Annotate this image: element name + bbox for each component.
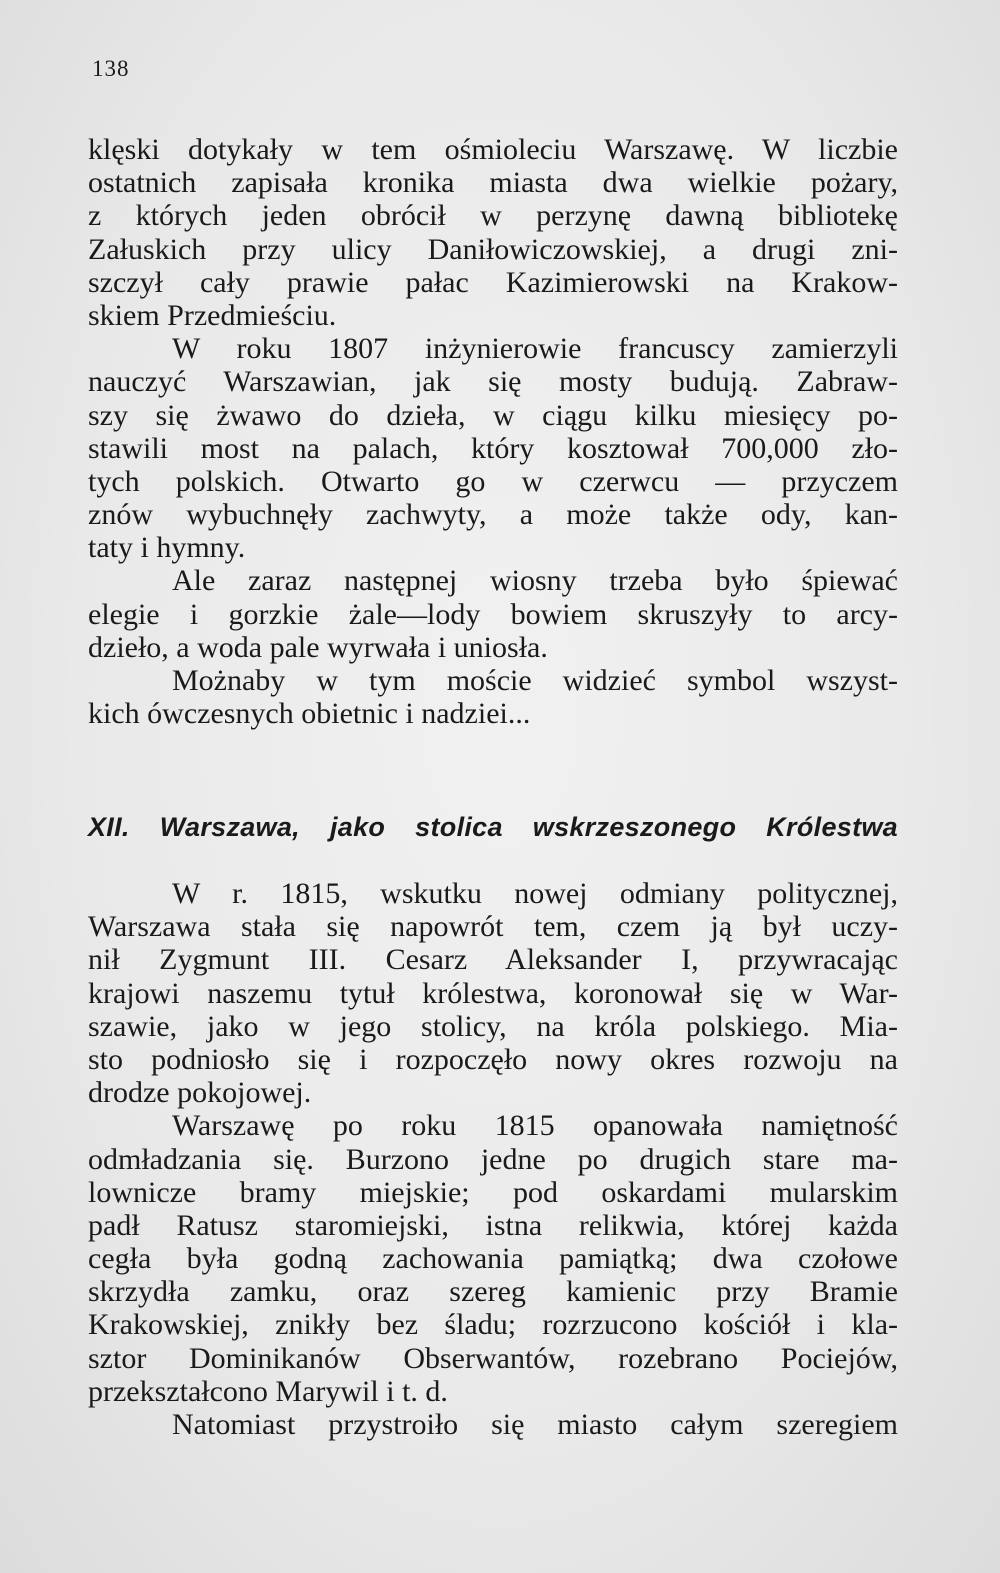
text-section-bottom	[88, 877, 898, 1441]
text-section-top	[88, 133, 898, 730]
text-line: krajowi naszemu tytuł królestwa, koronował się w War-	[88, 976, 898, 1010]
text-line: Załuskich przy ulicy Daniłowiczowskiej, a drugi zni-	[88, 232, 898, 266]
text-line: kich ówczesnych obietnic i nadziei...	[88, 697, 531, 731]
text-line: odmładzania się. Burzono jedne po drugich stare ma-	[88, 1142, 898, 1176]
text-line: padł Ratusz staromiejski, istna relikwia, której każda	[88, 1208, 898, 1242]
text-line: Krakowskiej, znikły bez śladu; rozrzucono kościół i kla-	[88, 1308, 898, 1342]
text-line: sto podniosło się i rozpoczęło nowy okres rozwoju na	[88, 1042, 898, 1076]
text-line: Ale zaraz następnej wiosny trzeba było śpiewać	[172, 564, 898, 598]
chapter-heading: XII. Warszawa, jako stolica wskrzeszonego Królestwa	[88, 812, 898, 842]
text-line: stawili most na palach, który kosztował 700,000 zło-	[88, 431, 898, 465]
text-line: drodze pokojowej.	[88, 1076, 312, 1110]
text-line: nauczyć Warszawian, jak się mosty budują. Zabraw-	[88, 365, 898, 399]
text-line: szy się żwawo do dzieła, w ciągu kilku miesięcy po-	[88, 398, 898, 432]
text-line: klęski dotykały w tem ośmioleciu Warszawę. W liczbie	[88, 133, 898, 166]
text-line: skrzydła zamku, oraz szereg kamienic przy Bramie	[88, 1275, 898, 1309]
text-line: tych polskich. Otwarto go w czerwcu — przyczem	[88, 464, 898, 498]
page-number: 138	[92, 56, 130, 81]
text-line: Natomiast przystroiło się miasto całym szeregiem	[172, 1408, 898, 1441]
text-line: szawie, jako w jego stolicy, na króla polskiego. Mia-	[88, 1009, 898, 1043]
text-line: przekształcono Marywil i t. d.	[88, 1374, 448, 1408]
text-line: sztor Dominikanów Obserwantów, rozebrano Pociejów,	[88, 1341, 898, 1375]
text-line: lownicze bramy miejskie; pod oskardami mularskim	[88, 1175, 898, 1209]
text-line: Warszawę po roku 1815 opanowała namiętność	[172, 1109, 898, 1143]
text-line: z których jeden obrócił w perzynę dawną bibliotekę	[88, 199, 898, 233]
text-line: elegie i gorzkie żale—lody bowiem skruszyły to arcy-	[88, 597, 898, 631]
text-line: W r. 1815, wskutku nowej odmiany politycznej,	[172, 877, 898, 910]
text-line: nił Zygmunt III. Cesarz Aleksander I, przywracając	[88, 943, 898, 977]
text-line: taty i hymny.	[88, 531, 246, 565]
text-line: szczył cały prawie pałac Kazimierowski na Krakow-	[88, 265, 898, 299]
text-line: Warszawa stała się napowrót tem, czem ją był uczy-	[88, 910, 898, 944]
text-line: ostatnich zapisała kronika miasta dwa wielkie pożary,	[88, 166, 898, 200]
text-line: znów wybuchnęły zachwyty, a może także ody, kan-	[88, 498, 898, 532]
text-line: Możnaby w tym moście widzieć symbol wszyst-	[172, 664, 898, 697]
text-line: cegła była godną zachowania pamiątką; dwa czołowe	[88, 1242, 898, 1276]
text-line: skiem Przedmieściu.	[88, 298, 337, 332]
text-line: W roku 1807 inżynierowie francuscy zamierzyli	[172, 332, 898, 366]
text-line: dzieło, a woda pale wyrwała i uniosła.	[88, 630, 548, 664]
